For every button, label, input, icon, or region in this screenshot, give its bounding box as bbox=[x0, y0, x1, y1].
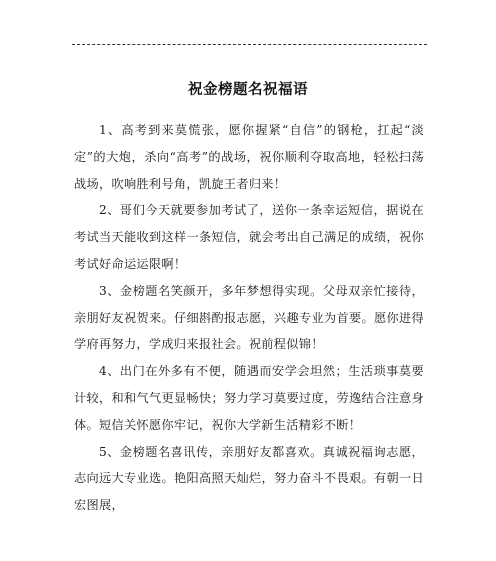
paragraph-1: 1、高考到来莫慌张，愿你握紧“自信”的钢枪，扛起“淡定”的大炮，杀向“高考”的战场，祝你顺利夺取高地，轻松扫荡战场，吹响胜利号角，凯旋王者归来！ bbox=[74, 123, 424, 191]
document-body bbox=[74, 117, 424, 519]
header-dashed-rule bbox=[72, 44, 427, 45]
document-title: 祝金榜题名祝福语 bbox=[188, 82, 308, 98]
paragraph-4: 4、出门在外多有不便，随遇而安学会坦然；生活琐事莫要计较，和和气气更显畅快；努力学习莫要过度，劳逸结合注意身体。短信关怀愿你牢记，祝你大学新生活精彩不断！ bbox=[74, 364, 424, 432]
paragraph-3: 3、金榜题名笑颜开，多年梦想得实现。父母双亲忙接待，亲朋好友祝贺来。仔细斟酌报志愿，兴趣专业为首要。愿你进得学府再努力，学成归来报社会。祝前程似锦！ bbox=[74, 283, 424, 352]
paragraph-2: 2、哥们今天就要参加考试了，送你一条幸运短信，据说在考试当天能收到这样一条短信，就会考出自己满足的成绩，祝你考试好命运运限啊！ bbox=[74, 203, 424, 271]
paragraph-5: 5、金榜题名喜讯传，亲朋好友都喜欢。真诚祝福询志愿，志向远大专业选。艳阳高照天灿烂，努力奋斗不畏艰。有朝一日宏图展， bbox=[74, 444, 424, 513]
